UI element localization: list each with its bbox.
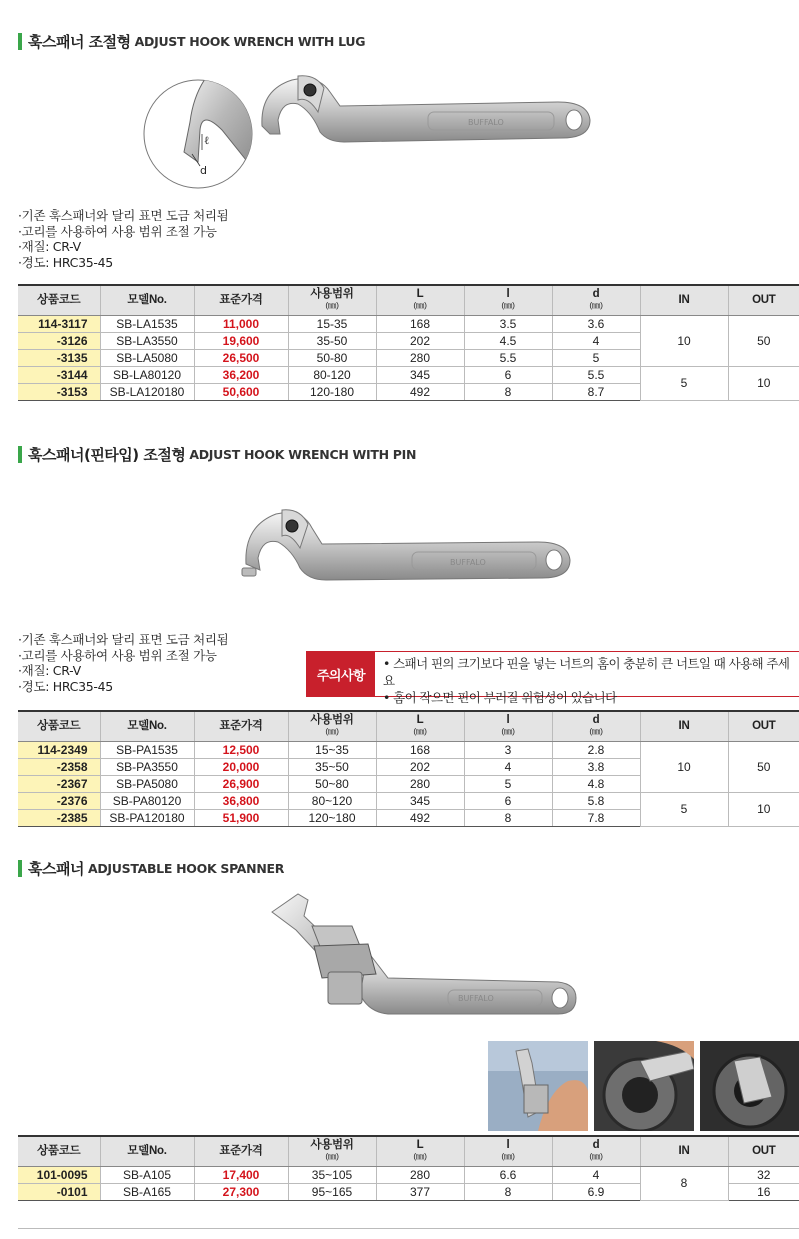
header-l: l (㎜)	[464, 285, 552, 315]
cell-range: 35-50	[288, 332, 376, 349]
section-title	[18, 30, 799, 52]
cell-price: 26,500	[194, 349, 288, 366]
cell-price: 20,000	[194, 758, 288, 775]
cell-L: 377	[376, 1183, 464, 1200]
feature-item: ·고리를 사용하여 사용 범위 조절 가능	[18, 647, 217, 663]
cell-L: 202	[376, 758, 464, 775]
cell-model: SB-PA80120	[100, 792, 194, 809]
table-header-row	[18, 711, 799, 741]
cell-d: 5.5	[552, 366, 640, 383]
cell-range: 15~35	[288, 741, 376, 758]
cell-code: 101-0095	[18, 1166, 100, 1183]
cell-out: 10	[728, 366, 799, 400]
feature-item: ·기존 훅스패너와 달리 표면 도금 처리됨	[18, 208, 229, 223]
hook-detail-diagram	[142, 70, 254, 198]
caution-tag: 주의사항	[307, 652, 375, 696]
title-korean: 훅스패너 조절형	[28, 32, 131, 51]
cell-code: -2385	[18, 809, 100, 826]
title-accent-bar	[18, 446, 22, 463]
cell-L: 345	[376, 792, 464, 809]
section-title	[18, 857, 799, 879]
cell-out: 32	[728, 1166, 799, 1183]
cell-L: 202	[376, 332, 464, 349]
title-english: ADJUST HOOK WRENCH WITH PIN	[189, 446, 417, 462]
caution-line: • 홈이 작으면 핀이 부러질 위험성이 있습니다	[383, 690, 617, 705]
cell-L: 168	[376, 315, 464, 332]
cell-l: 6	[464, 792, 552, 809]
section-lug	[18, 30, 799, 52]
feature-item: ·재질: CR-V	[18, 663, 81, 678]
cell-d: 4	[552, 1166, 640, 1183]
cell-price: 19,600	[194, 332, 288, 349]
brand-engraving: BUFFALO	[450, 558, 486, 567]
cell-in: 8	[640, 1166, 728, 1200]
adjustable-spanner-image	[268, 886, 580, 1036]
cell-d: 3.6	[552, 315, 640, 332]
cell-L: 280	[376, 1166, 464, 1183]
header-in: IN	[640, 1136, 728, 1166]
table-row	[18, 741, 799, 758]
header-model: 모델No.	[100, 285, 194, 315]
title-korean: 훅스패너	[28, 859, 84, 878]
cell-L: 492	[376, 383, 464, 400]
cell-d: 5	[552, 349, 640, 366]
usage-photo-spanner	[700, 1041, 799, 1131]
header-model: 모델No.	[100, 711, 194, 741]
cell-d: 4.8	[552, 775, 640, 792]
cell-model: SB-PA3550	[100, 758, 194, 775]
header-price: 표준가격	[194, 285, 288, 315]
brand-engraving: BUFFALO	[468, 118, 504, 127]
spec-table-lug	[18, 284, 799, 401]
cell-l: 4	[464, 758, 552, 775]
header-d: d (㎜)	[552, 1136, 640, 1166]
caution-notice	[306, 651, 799, 705]
title-accent-bar	[18, 860, 22, 877]
cell-code: -3135	[18, 349, 100, 366]
cell-price: 26,900	[194, 775, 288, 792]
cell-code: -3126	[18, 332, 100, 349]
cell-model: SB-PA1535	[100, 741, 194, 758]
table-row	[18, 366, 799, 383]
cell-price: 11,000	[194, 315, 288, 332]
cell-range: 95~165	[288, 1183, 376, 1200]
cell-model: SB-LA120180	[100, 383, 194, 400]
header-l: l (㎜)	[464, 711, 552, 741]
header-out: OUT	[728, 285, 799, 315]
cell-code: -2358	[18, 758, 100, 775]
cell-l: 6.6	[464, 1166, 552, 1183]
title-korean: 훅스패너(핀타입) 조절형	[28, 445, 186, 464]
cell-range: 50-80	[288, 349, 376, 366]
header-in: IN	[640, 711, 728, 741]
cell-L: 168	[376, 741, 464, 758]
cell-l: 3.5	[464, 315, 552, 332]
header-l: l (㎜)	[464, 1136, 552, 1166]
header-code: 상품코드	[18, 711, 100, 741]
cell-model: SB-A165	[100, 1183, 194, 1200]
pin-wrench-image	[238, 506, 574, 590]
cell-model: SB-LA3550	[100, 332, 194, 349]
cell-price: 27,300	[194, 1183, 288, 1200]
title-accent-bar	[18, 33, 22, 50]
cell-L: 492	[376, 809, 464, 826]
section-spanner	[18, 857, 799, 879]
header-range: 사용범위 (㎜)	[288, 1136, 376, 1166]
cell-code: -2367	[18, 775, 100, 792]
caution-messages	[375, 652, 799, 705]
cell-l: 4.5	[464, 332, 552, 349]
cell-code: -2376	[18, 792, 100, 809]
title-english: ADJUSTABLE HOOK SPANNER	[87, 860, 285, 876]
cell-range: 15-35	[288, 315, 376, 332]
table-header-row	[18, 285, 799, 315]
feature-list	[18, 208, 228, 270]
cell-range: 50~80	[288, 775, 376, 792]
header-d: d (㎜)	[552, 711, 640, 741]
table-row	[18, 792, 799, 809]
cell-range: 80~120	[288, 792, 376, 809]
cell-d: 8.7	[552, 383, 640, 400]
header-code: 상품코드	[18, 285, 100, 315]
cell-d: 3.8	[552, 758, 640, 775]
cell-l: 8	[464, 809, 552, 826]
header-price: 표준가격	[194, 711, 288, 741]
cell-l: 5.5	[464, 349, 552, 366]
cell-model: SB-LA1535	[100, 315, 194, 332]
cell-d: 5.8	[552, 792, 640, 809]
header-L: L (㎜)	[376, 285, 464, 315]
cell-d: 6.9	[552, 1183, 640, 1200]
table-row	[18, 1166, 799, 1183]
title-english: ADJUST HOOK WRENCH WITH LUG	[134, 33, 366, 49]
header-out: OUT	[728, 711, 799, 741]
cell-l: 6	[464, 366, 552, 383]
cell-range: 120~180	[288, 809, 376, 826]
cell-L: 280	[376, 349, 464, 366]
usage-photo-hand	[488, 1041, 588, 1131]
cell-l: 3	[464, 741, 552, 758]
caution-line: • 스패너 핀의 크기보다 핀을 넣는 너트의 홈이 충분히 큰 너트일 때 사용해 주세요	[383, 656, 790, 688]
cell-code: 114-3117	[18, 315, 100, 332]
cell-code: -3153	[18, 383, 100, 400]
feature-item: ·경도: HRC35-45	[18, 254, 113, 270]
cell-range: 120-180	[288, 383, 376, 400]
header-in: IN	[640, 285, 728, 315]
cell-l: 8	[464, 383, 552, 400]
cell-price: 36,800	[194, 792, 288, 809]
section-pin	[18, 443, 799, 465]
cell-model: SB-A105	[100, 1166, 194, 1183]
footer-divider	[18, 1228, 799, 1229]
section-title	[18, 443, 799, 465]
usage-photo-nut	[594, 1041, 694, 1131]
cell-in: 5	[640, 366, 728, 400]
cell-range: 35~50	[288, 758, 376, 775]
feature-item: ·고리를 사용하여 사용 범위 조절 가능	[18, 223, 217, 239]
cell-price: 50,600	[194, 383, 288, 400]
dimension-d-label: d	[200, 164, 207, 177]
cell-in: 10	[640, 741, 728, 792]
header-range: 사용범위 (㎜)	[288, 711, 376, 741]
brand-engraving: BUFFALO	[458, 994, 494, 1003]
header-L: L (㎜)	[376, 711, 464, 741]
cell-price: 12,500	[194, 741, 288, 758]
table-row	[18, 315, 799, 332]
feature-item: ·재질: CR-V	[18, 239, 81, 254]
feature-item: ·경도: HRC35-45	[18, 678, 113, 694]
cell-code: -0101	[18, 1183, 100, 1200]
cell-model: SB-LA5080	[100, 349, 194, 366]
cell-out: 10	[728, 792, 799, 826]
cell-range: 80-120	[288, 366, 376, 383]
cell-code: 114-2349	[18, 741, 100, 758]
cell-d: 4	[552, 332, 640, 349]
spec-table-pin	[18, 710, 799, 827]
cell-d: 7.8	[552, 809, 640, 826]
cell-d: 2.8	[552, 741, 640, 758]
cell-price: 36,200	[194, 366, 288, 383]
cell-code: -3144	[18, 366, 100, 383]
header-price: 표준가격	[194, 1136, 288, 1166]
cell-out: 16	[728, 1183, 799, 1200]
cell-range: 35~105	[288, 1166, 376, 1183]
feature-list	[18, 632, 228, 694]
cell-l: 5	[464, 775, 552, 792]
cell-out: 50	[728, 315, 799, 366]
cell-in: 10	[640, 315, 728, 366]
cell-model: SB-PA5080	[100, 775, 194, 792]
cell-price: 17,400	[194, 1166, 288, 1183]
header-range: 사용범위 (㎜)	[288, 285, 376, 315]
feature-item: ·기존 훅스패너와 달리 표면 도금 처리됨	[18, 632, 229, 647]
cell-L: 345	[376, 366, 464, 383]
header-code: 상품코드	[18, 1136, 100, 1166]
header-out: OUT	[728, 1136, 799, 1166]
cell-model: SB-LA80120	[100, 366, 194, 383]
cell-out: 50	[728, 741, 799, 792]
table-header-row	[18, 1136, 799, 1166]
cell-l: 8	[464, 1183, 552, 1200]
header-d: d (㎜)	[552, 285, 640, 315]
cell-price: 51,900	[194, 809, 288, 826]
cell-L: 280	[376, 775, 464, 792]
dimension-l-label: ℓ	[204, 134, 210, 147]
cell-in: 5	[640, 792, 728, 826]
header-L: L (㎜)	[376, 1136, 464, 1166]
lug-wrench-image	[258, 72, 594, 154]
usage-photos	[488, 1041, 799, 1131]
header-model: 모델No.	[100, 1136, 194, 1166]
cell-model: SB-PA120180	[100, 809, 194, 826]
spec-table-spanner	[18, 1135, 799, 1201]
